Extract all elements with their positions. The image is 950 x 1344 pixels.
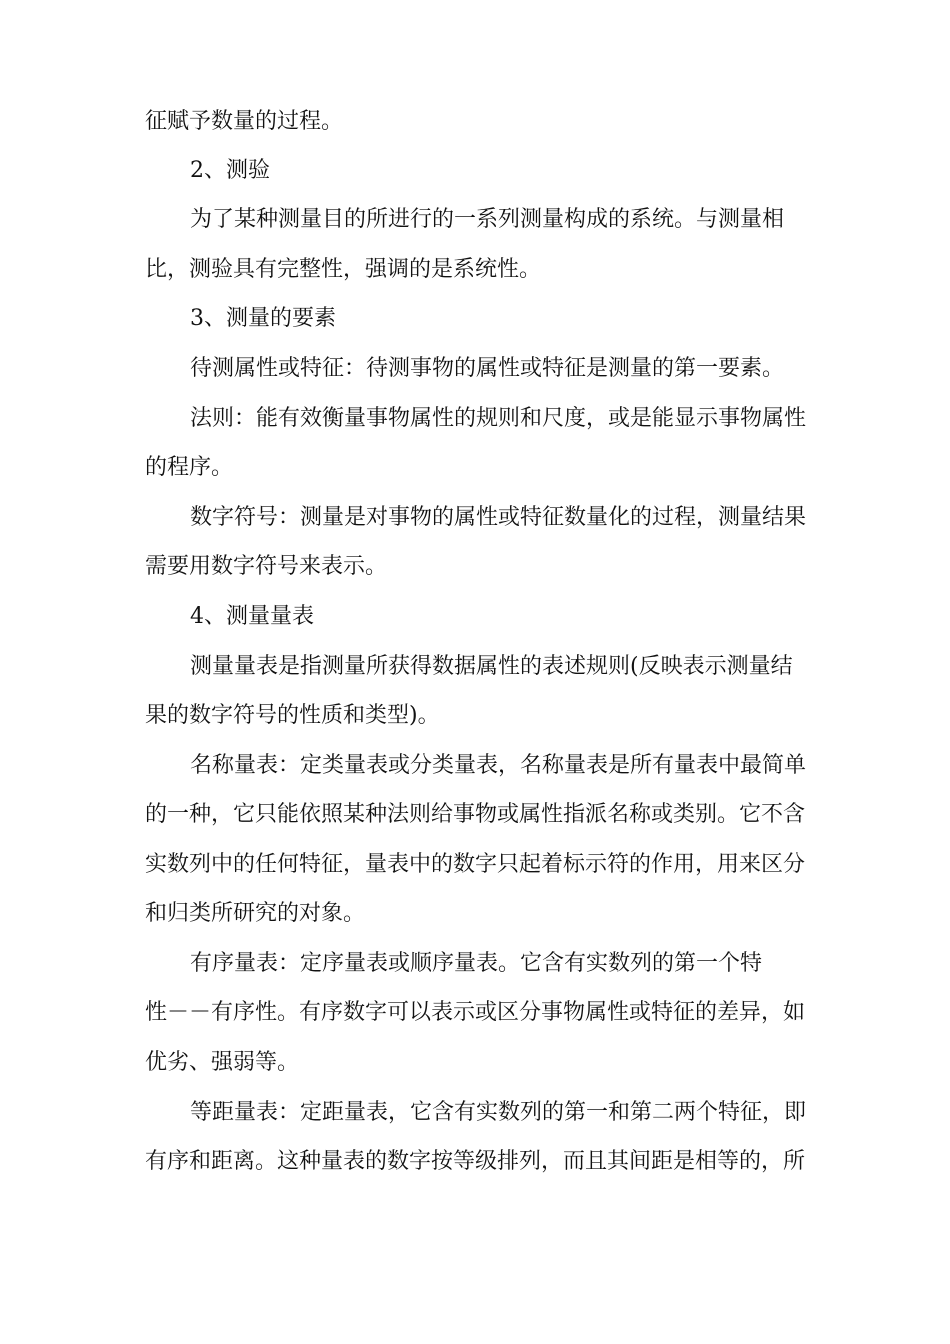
text-line: 和归类所研究的对象。 xyxy=(145,901,366,926)
text-line: 测量量表是指测量所获得数据属性的表述规则(反映表示测量结 xyxy=(190,654,793,679)
section-heading-test: 2、测验 xyxy=(190,158,270,183)
section-heading-elements: 3、测量的要素 xyxy=(190,306,336,331)
section-heading-scales: 4、测量量表 xyxy=(190,604,314,629)
text-line: 待测属性或特征：待测事物的属性或特征是测量的第一要素。 xyxy=(190,356,785,381)
text-line: 法则：能有效衡量事物属性的规则和尺度，或是能显示事物属性 xyxy=(190,406,807,431)
text-line: 的程序。 xyxy=(145,455,234,480)
text-line: 数字符号：测量是对事物的属性或特征数量化的过程，测量结果 xyxy=(190,505,807,530)
text-line: 为了某种测量目的所进行的一系列测量构成的系统。与测量相 xyxy=(190,207,785,232)
text-line: 实数列中的任何特征，量表中的数字只起着标示符的作用，用来区分 xyxy=(145,852,806,877)
text-line: 名称量表：定类量表或分类量表，名称量表是所有量表中最简单 xyxy=(190,753,807,778)
text-line: 的一种，它只能依照某种法则给事物或属性指派名称或类别。它不含 xyxy=(145,802,806,827)
text-line: 果的数字符号的性质和类型)。 xyxy=(145,703,440,728)
text-line: 征赋予数量的过程。 xyxy=(145,109,344,134)
text-line: 需要用数字符号来表示。 xyxy=(145,554,388,579)
text-line: 有序量表：定序量表或顺序量表。它含有实数列的第一个特 xyxy=(190,951,763,976)
text-line: 优劣、强弱等。 xyxy=(145,1050,300,1075)
text-line: 等距量表：定距量表，它含有实数列的第一和第二两个特征，即 xyxy=(190,1100,807,1125)
text-line: 性－－有序性。有序数字可以表示或区分事物属性或特征的差异，如 xyxy=(145,1000,806,1025)
text-line: 比，测验具有完整性，强调的是系统性。 xyxy=(145,257,542,282)
text-line: 有序和距离。这种量表的数字按等级排列，而且其间距是相等的，所 xyxy=(145,1149,806,1174)
